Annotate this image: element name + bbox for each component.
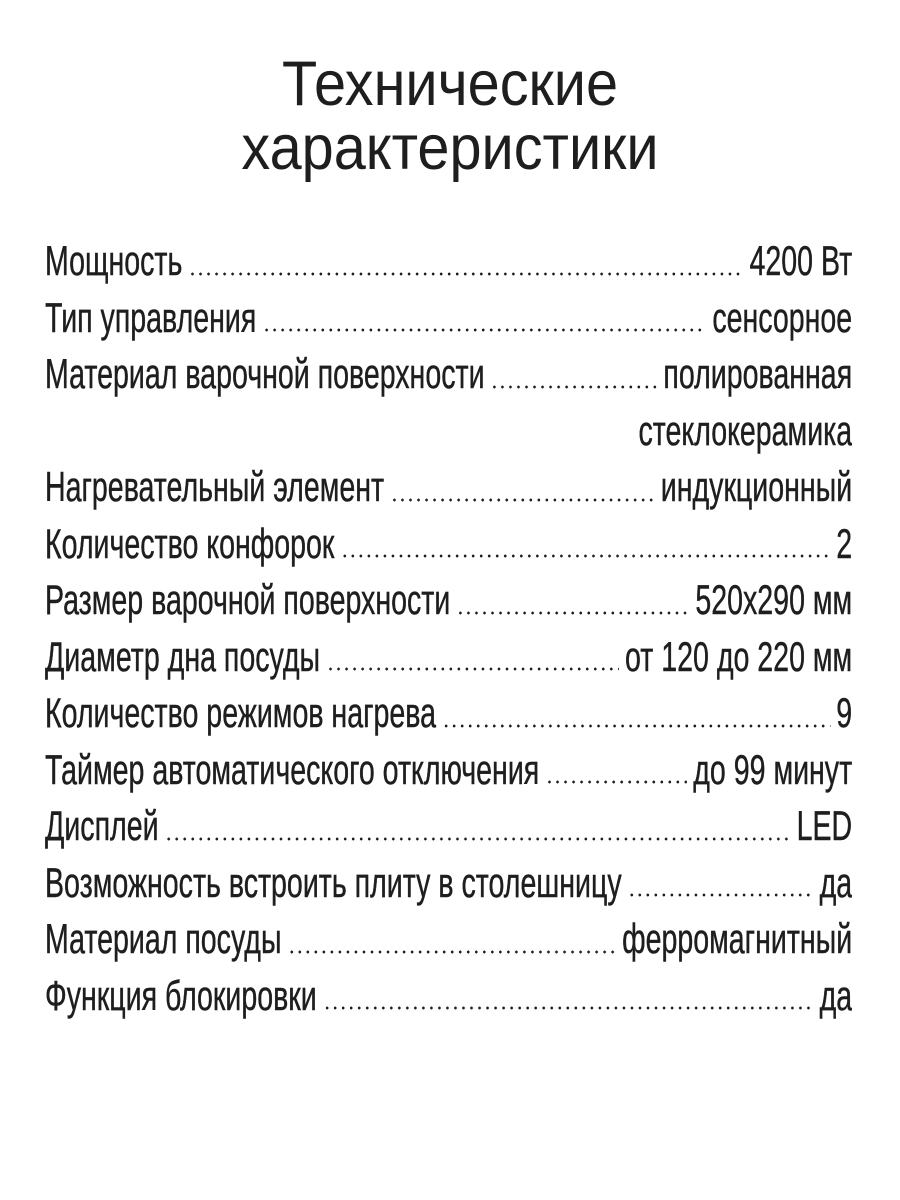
- dot-leader: [456, 611, 689, 615]
- spec-value: да: [819, 858, 852, 906]
- page-title: [0, 49, 900, 183]
- spec-list: [45, 233, 852, 1025]
- spec-value: 2: [836, 519, 852, 567]
- spec-row-cookware-material: [45, 911, 852, 968]
- dot-leader: [189, 272, 744, 276]
- spec-row-surface-size: [45, 572, 852, 629]
- spec-row-lock-function: [45, 968, 852, 1025]
- spec-label: Материал варочной поверхности: [45, 350, 485, 397]
- spec-value: ферромагнитный: [622, 915, 852, 962]
- spec-value: индукционный: [660, 463, 852, 510]
- spec-row-control-type: [45, 290, 852, 347]
- spec-row-cookware-diameter: [45, 629, 852, 686]
- spec-label: Количество конфорок: [45, 519, 335, 567]
- spec-label: Диаметр дна посуды: [45, 632, 321, 680]
- dot-leader: [323, 1006, 814, 1010]
- spec-value-continuation: стеклокерамика: [638, 406, 852, 454]
- spec-value: 520x290 мм: [695, 576, 852, 623]
- dot-leader: [628, 893, 814, 897]
- spec-label: Возможность встроить плиту в столешницу: [45, 858, 622, 906]
- dot-leader: [165, 837, 791, 841]
- page-title-line-1: Технические: [281, 49, 619, 119]
- spec-row-display: [45, 798, 852, 855]
- dot-leader: [341, 554, 831, 558]
- spec-label: Таймер автоматического отключения: [45, 745, 540, 793]
- spec-value: до 99 минут: [693, 745, 852, 793]
- spec-label: Мощность: [45, 237, 183, 284]
- dot-leader: [442, 724, 830, 728]
- spec-label: Нагревательный элемент: [45, 463, 385, 510]
- page-title-line-2: характеристики: [241, 113, 659, 183]
- spec-row-surface-material-continuation: [45, 403, 852, 460]
- spec-row-power: [45, 233, 852, 290]
- spec-label: Дисплей: [45, 802, 159, 849]
- spec-label: Размер варочной поверхности: [45, 576, 451, 623]
- spec-row-heating-modes: [45, 685, 852, 742]
- spec-label: Функция блокировки: [45, 971, 317, 1019]
- dot-leader: [326, 667, 619, 671]
- spec-value: LED: [796, 802, 852, 849]
- spec-value: сенсорное: [712, 293, 852, 341]
- spec-label: Материал посуды: [45, 915, 282, 962]
- dot-leader: [545, 780, 687, 784]
- spec-row-built-in: [45, 855, 852, 912]
- spec-value: полированная: [663, 350, 852, 397]
- dot-leader: [390, 498, 654, 502]
- spec-row-heating-element: [45, 459, 852, 516]
- dot-leader: [288, 950, 616, 954]
- spec-label: Тип управления: [45, 293, 257, 341]
- spec-row-timer: [45, 742, 852, 799]
- spec-row-burner-count: [45, 516, 852, 573]
- spec-row-surface-material: [45, 346, 852, 403]
- spec-value: от 120 до 220 мм: [624, 632, 852, 680]
- spec-value: да: [819, 971, 852, 1019]
- dot-leader: [491, 385, 658, 389]
- spec-value: 9: [836, 689, 852, 736]
- dot-leader: [262, 328, 706, 332]
- spec-label: Количество режимов нагрева: [45, 689, 437, 736]
- spec-value: 4200 Вт: [749, 237, 852, 284]
